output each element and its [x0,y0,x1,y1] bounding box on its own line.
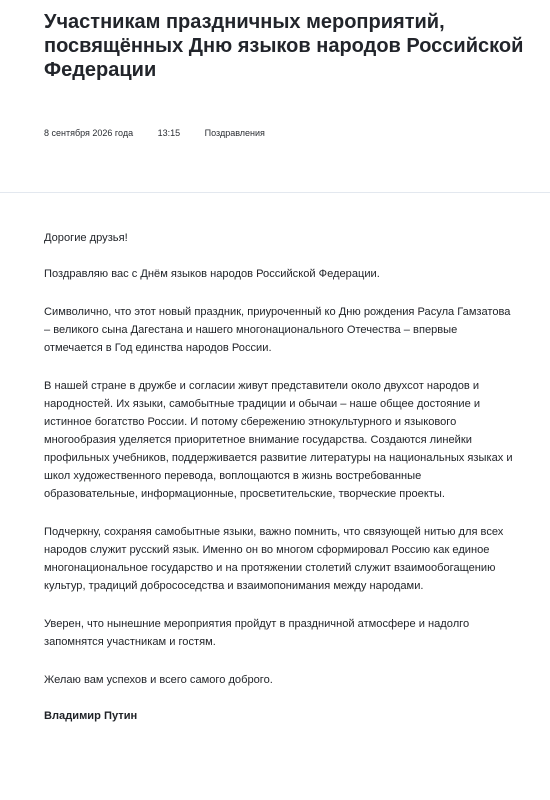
paragraph: Подчеркну, сохраняя самобытные языки, важно помнить, что связующей нитью для всех народов служит русский язык. Именно он во многом сформировал Россию как единое многонациональное государство и на протяжении столетий служит взаимообогащению культур, традиций добрососедства и взаимопонимания между народами. [44,526,504,592]
page-title: Участникам праздничных мероприятий, посвящённых Дню языков народов Российской Федерации [44,11,524,81]
publish-time: 13:15 [157,128,181,138]
article-header [0,0,550,193]
paragraph: В нашей стране в дружбе и согласии живут представители около двухсот народов и народностей. Их языки, самобытные традиции и обычаи – наше общее достояние и истинное богатство России. И потому сбережению этнокультурного и языкового многообразия уделяется приоритетное внимание государства. Создаются линейки профильных учебников, поддерживается развитие литературы на национальных языках и школ художественного перевода, воплощаются в жизнь востребованные образовательные, информационные, просветительские, творческие проекты. [44,380,513,500]
closing-line: Желаю вам успехов и всего самого доброго. [44,674,273,686]
signature: Владимир Путин [44,710,138,722]
article-body [44,229,514,725]
category-link[interactable]: Поздравления [204,128,265,138]
article-meta [44,127,265,139]
paragraph: Символично, что этот новый праздник, приуроченный ко Дню рождения Расула Гамзатова – великого сына Дагестана и нашего многонационального Отечества – впервые отмечается в Год единства народов России. [44,306,511,354]
publish-date: 8 сентября 2026 года [44,128,134,138]
paragraph: Уверен, что нынешние мероприятия пройдут в праздничной атмосфере и надолго запомнятся участникам и гостям. [44,618,470,648]
greeting: Дорогие друзья! [44,232,128,244]
paragraph: Поздравляю вас с Днём языков народов Российской Федерации. [44,268,380,280]
